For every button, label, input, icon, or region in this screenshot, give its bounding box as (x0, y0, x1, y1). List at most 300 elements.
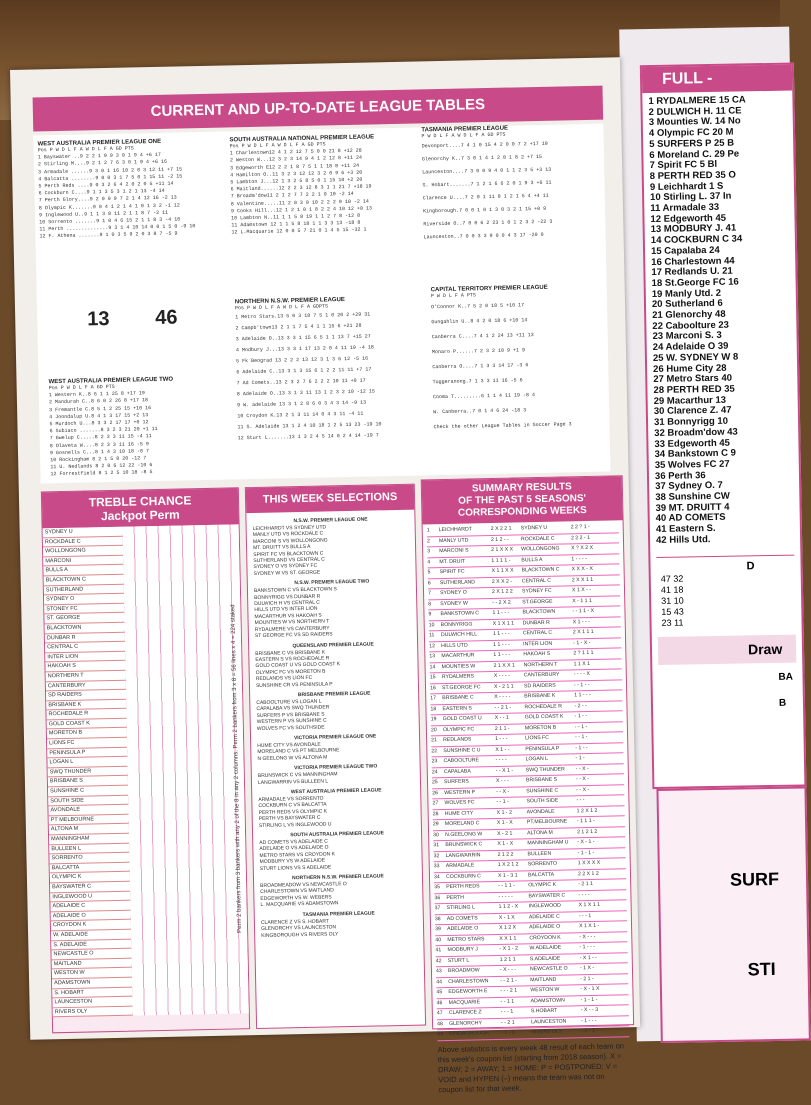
summary-cell: 2 ? 1 1 1 (573, 649, 594, 657)
full-results-row: 12 Edgeworth 45 (650, 212, 727, 225)
treble-side-note: Perm 2 bankers from 3 bankers with any 2 of the 8 in any 2 columns. Perm 2 bankers from 3 x 8 = 56 lines x 4 = 224 staked (230, 604, 244, 933)
summary-cell: 2 1 2 2 (497, 851, 514, 858)
table-row: Monaro P......7 2 3 2 10 9 +1 9 (431, 347, 526, 356)
full-results-row: 28 PERTH RED 35 (653, 383, 735, 397)
summary-cell: - - X - (576, 786, 590, 793)
summary-cell: - X 1 - - (579, 954, 598, 961)
big-number-right: 46 (154, 306, 178, 330)
selection-group-title: N.S.W. PREMIER LEAGUE ONE (293, 516, 368, 525)
summary-cell: 47 (436, 1010, 443, 1017)
treble-team: CENTRAL C (45, 642, 125, 653)
summary-cell: - - 2 X 2 (492, 599, 511, 606)
treble-team: SD RAIDERS (46, 690, 126, 701)
summary-cell: BROADMOW (447, 967, 480, 975)
selection-fixture: RYDALMERE VS CANTERBURY (254, 625, 330, 633)
summary-cell: LEICHHARDT (438, 526, 472, 534)
table-row: 9 Gosnells C...8 1 4 3 10 18 -8 7 (49, 448, 150, 457)
table-note: Check the other League Tables in Soccer Page 3 (433, 421, 572, 431)
treble-team: SOUTH SIDE (48, 795, 128, 806)
full-results-row: 36 Perth 36 (654, 469, 706, 482)
table-row: 3 Armadale ......9 3 0 1 16 10 2 0 3 12 11 +7 15 (38, 166, 183, 176)
summary-cell: - - - 1 (578, 912, 592, 919)
selections-groups (246, 510, 423, 941)
summary-cell: SPIRIT FC (439, 568, 465, 576)
summary-cell: X - 2 1 (497, 830, 513, 837)
summary-cell: X 1 X - - (571, 586, 592, 594)
summary-cell: STURT L (447, 957, 470, 964)
table-row: 11 Adamstown 12 1 1 5 8 18 1 1 3 3 13 -18 8 (231, 219, 361, 229)
summary-cell: WESTERN P (444, 788, 476, 796)
table-row: 12 L.Macquarie 12 0 0 5 7 21 0 1 4 5 15 -32 1 (231, 227, 367, 236)
summary-cell: GLENORCHY (449, 1019, 482, 1027)
summary-cell: ARMADALE (445, 862, 475, 870)
treble-team: PT MELBOURNE (49, 814, 129, 825)
summary-cell: MACARTHUR (441, 652, 475, 660)
table-title: NORTHERN N.S.W. PREMIER LEAGUE (234, 297, 345, 306)
summary-cell: NEWCASTLE O (529, 965, 568, 973)
selection-fixture: GLENORCHY VS LAUNCESTON (260, 924, 337, 933)
treble-team: MARCONI (43, 556, 123, 567)
summary-cell: - - - (576, 797, 585, 804)
summary-cell: 18 (430, 705, 437, 712)
summary-cell: 29 (432, 821, 439, 828)
draw-label-d: D (746, 559, 755, 572)
draw-numbers (657, 571, 796, 628)
summary-cell: 26 (432, 789, 439, 796)
treble-team: AVONDALE (48, 805, 128, 816)
summary-cell: - X - - - (499, 966, 517, 973)
selection-fixture: OLYMPIC FC VS MORETON B (255, 668, 326, 676)
table-row: Tuggeranong.7 1 3 3 11 16 -5 6 (432, 377, 523, 386)
selection-fixture: HILLS UTD VS INTER LION (254, 606, 318, 614)
table-row: 5 Lambton J...12 1 3 2 5 8 5 0 1 15 10 +2 20 (230, 176, 363, 186)
full-results-row: 8 PERTH RED 35 O (649, 169, 736, 182)
treble-team: BULLS A (43, 565, 123, 576)
summary-cell: PERTH (446, 894, 464, 901)
summary-cell: - - X - (575, 776, 590, 783)
full-results-row: 21 Glenorchy 48 (652, 308, 726, 322)
selection-fixture: L. MACQUARIE VS ADAMSTOWN (260, 900, 339, 909)
table-row: 9 W. adelaide 13 3 1 2 8 6 0 3 4 3 14 -9 13 (237, 399, 367, 409)
table-row: 11 Perth ..............9 3 1 4 10 14 0 0 1 5 0 -9 10 (39, 223, 196, 233)
summary-cell: SYDNEY O (439, 589, 467, 597)
summary-cell: 32 (433, 852, 440, 859)
summary-cell: X - - - - (493, 672, 510, 680)
summary-cell: 15 (429, 674, 436, 681)
summary-cell: SWQ THUNDER (525, 766, 565, 773)
summary-cell: 28 (432, 810, 439, 817)
summary-cell: - 2 1 1 (578, 880, 593, 888)
summary-cell: - - - 2 1 (500, 987, 518, 994)
table-row: 8 Olympic K.......9 0 4 1 2 1 4 1 0 1 3 2 -1 12 (38, 202, 180, 212)
full-results-row: 37 Sydney O. 7 (655, 480, 723, 493)
summary-cell: MAITLAND (530, 976, 557, 983)
table-wa2 (48, 375, 230, 478)
summary-cell: X X X - X (571, 565, 593, 573)
summary-cell: REDLANDS (443, 736, 472, 744)
summary-cell: ROCKDALE C (520, 535, 555, 542)
summary-cell: LAUNCESTON (530, 1018, 567, 1025)
table-row: 9 Cooks Hill...12 1 2 1 0 1 8 2 2 4 10 12 +0 13 (230, 205, 373, 215)
summary-cell: - 1 1 1 - (576, 817, 595, 825)
draw-grid-row: 47 32 (660, 573, 684, 584)
table-title: WEST AUSTRALIA PREMIER LEAGUE ONE (37, 138, 162, 148)
summary-cell: X 1 1 X X (491, 567, 514, 575)
summary-cell: SURFERS (443, 778, 469, 786)
selection-fixture: ST GEORGE FC VS SD RAIDERS (254, 631, 333, 640)
selection-fixture: SYDNEY O VS SYDNEY FC (253, 563, 318, 571)
summary-cell: 2 X 2 2 1 (490, 525, 512, 533)
selection-group-title: WEST AUSTRALIA PREMIER LEAGUE (290, 787, 382, 796)
summary-cell: 2 1 2 - - (490, 536, 509, 543)
full-results-row: 31 Bonnyrigg 10 (653, 415, 729, 429)
table-row: 8 Adelaide O..13 3 1 3 11 13 1 2 3 2 10 -12 15 (236, 388, 375, 398)
full-results-row: 40 AD COMETS (655, 512, 726, 525)
full-results-row: 30 Clarence Z. 47 (653, 405, 732, 418)
treble-team: SWQ THUNDER (48, 767, 128, 778)
summary-cell: GOLD COAST U (442, 715, 482, 723)
treble-team: PENINSULA P (47, 747, 127, 758)
full-results-row: 23 Marconi S. 3 (652, 330, 722, 343)
treble-team: W. ADELAIDE (51, 930, 131, 941)
summary-cell: X 1 - - (495, 746, 510, 753)
summary-cell: 4 (427, 558, 431, 565)
summary-cell: KINGBOROUGH (449, 1030, 489, 1038)
summary-cell: INGLEWOOD (528, 902, 561, 910)
selection-fixture: MACARTHUR VS HAKOAH S (254, 612, 322, 620)
treble-grid (123, 524, 249, 1016)
summary-cell: LIONS FC (525, 734, 550, 742)
summary-cell: 49 (437, 1031, 444, 1038)
summary-cell: 45 (436, 989, 443, 996)
full-results-row: 18 St.George FC 16 (651, 276, 739, 289)
summary-cell: - - 1 - (575, 734, 588, 741)
treble-team: MORETON B (47, 728, 127, 739)
full-results-row: 27 Metro Stars 40 (653, 372, 733, 386)
table-row: 11 S. Adelaide 13 1 2 4 10 18 1 2 5 13 23 -19 10 (237, 421, 382, 431)
summary-cell: WOLVES FC (444, 799, 475, 807)
table-row: Launceston..7 0 0 3 3 9 0 0 4 3 17 -20 0 (423, 232, 544, 241)
summary-cell: - - - - (495, 756, 507, 763)
treble-title (42, 488, 239, 528)
treble-team: BULLEEN L (49, 843, 129, 854)
table-row: 11 U. Nedlands 8 2 0 6 12 22 -10 6 (50, 462, 153, 471)
table-title: WEST AUSTRALIA PREMIER LEAGUE TWO (48, 376, 174, 386)
summary-cell: HUME CITY (444, 809, 474, 817)
summary-cell: INTER LION (523, 640, 553, 647)
summary-cell: X 1 - - - (572, 618, 591, 625)
summary-cell: 1 X X X X (577, 859, 601, 867)
treble-team: SYDNEY O (44, 594, 124, 605)
summary-cell: BRUNSWICK C (445, 841, 483, 849)
selection-fixture: AD COMETS VS ADELAIDE C (259, 838, 328, 846)
summary-cell: 41 (435, 947, 442, 954)
summary-cell: - - - - X (573, 670, 590, 678)
full-results-row: 38 Sunshine CW (655, 490, 730, 504)
summary-cell: HAKOAH S (523, 650, 551, 658)
summary-cell: AD COMETS (446, 914, 478, 922)
summary-cell: ROCHEDALE R (524, 703, 562, 710)
summary-title (422, 476, 623, 524)
full-results-row: 25 W. SYDNEY W 8 (652, 351, 739, 364)
summary-cell: 44 (436, 978, 443, 985)
full-results-list (642, 91, 800, 551)
full-results-row: 34 Bankstown C 9 (654, 447, 737, 461)
summary-cell: HILLS UTD (441, 642, 468, 649)
summary-cell: 13 (429, 653, 436, 660)
selection-fixture: BANKSTOWN C VS BLACKTOWN S (253, 586, 337, 595)
full-results-row: 9 Leichhardt 1 S (649, 180, 724, 193)
summary-cell: 2 1 X X 1 (493, 662, 515, 669)
summary-cell: 8 (428, 600, 432, 607)
selection-fixture: DULWICH H VS CENTRAL C (254, 599, 320, 608)
table-row: 4 Modbury J...13 3 3 1 17 13 2 0 4 11 19 -4 18 (235, 344, 374, 354)
summary-cell: BRISBANE K (524, 692, 556, 700)
treble-team: BRISBANE S (48, 776, 128, 787)
summary-cell: - X - 1 X (580, 985, 600, 993)
treble-title-line1: TREBLE CHANCE (88, 493, 192, 510)
selection-fixture: MODBURY VS W ADELAIDE (259, 857, 326, 866)
treble-team: LIONS FC (47, 738, 127, 749)
treble-team: NEWCASTLE O (51, 949, 131, 960)
selection-fixture: BROADMEADOW VS NEWCASTLE O (260, 881, 347, 890)
summary-cell: - 1 - - - (579, 943, 596, 951)
full-results-row: 16 Charlestown 44 (651, 255, 735, 268)
table-header: Pos P W D L F A GD PTS (48, 383, 115, 392)
summary-cell: 2 X X 1 1 (571, 576, 594, 583)
full-results-row: 41 Eastern S. (655, 523, 716, 536)
summary-cell: CHARLESTOWN (448, 977, 489, 985)
selection-fixture: WESTERN P VS SUNSHINE C (256, 717, 327, 726)
summary-cell: - - 2 1 - (500, 977, 517, 984)
summary-cell: 9 (428, 611, 432, 618)
selection-fixture: KINGBOROUGH VS RIVERS OLY (261, 930, 339, 939)
selection-fixture: SYDNEY W VS ST. GEORGE (253, 569, 321, 577)
summary-cell: 1 - - - - (571, 555, 587, 562)
summary-cell: MARCONI S (439, 547, 469, 555)
summary-cell: 37 (434, 905, 441, 912)
treble-team: WOLLONGONG (43, 546, 123, 557)
summary-cell: ADAMSTOWN (530, 997, 565, 1004)
summary-cell: - X - 1 - (577, 838, 595, 846)
summary-cell: 2 X 1 2 2 (491, 588, 513, 596)
summary-cell: 27 (432, 800, 439, 807)
summary-title-line2: OF THE PAST 5 SEASONS' (458, 493, 587, 507)
treble-team: ROCKDALE C (43, 536, 123, 547)
summary-cell: 39 (435, 926, 441, 933)
summary-cell: W.ADELAIDE (529, 944, 562, 952)
summary-cell: 30 (433, 831, 439, 838)
selection-fixture: GOLD COAST U VS GOLD COAST K (255, 661, 341, 670)
summary-cell: X X 1 1 (499, 935, 517, 942)
summary-cell: LOGAN L (525, 755, 549, 763)
summary-cell: 20 (430, 726, 437, 733)
treble-team: CROYDON K (51, 920, 131, 931)
summary-cell: 21 (431, 737, 437, 744)
table-row: Cooma T.........6 1 1 4 11 19 -8 4 (432, 392, 536, 401)
full-results-row: 15 Capalaba 24 (650, 244, 720, 257)
treble-chance-panel (41, 487, 250, 1033)
summary-cell: EASTERN S (442, 704, 472, 712)
selection-fixture: CABOOLTURE VS LOGAN L (256, 698, 322, 706)
summary-cell: 42 (435, 957, 442, 964)
full-results-row: 3 Mounties W. 14 No (648, 115, 741, 129)
summary-cell: BLACKTOWN C (521, 566, 560, 574)
summary-cell: ADELAIDE O (447, 925, 479, 933)
table-wa1 (38, 138, 220, 241)
summary-cell: X 1 2 X (499, 924, 517, 931)
table-tas (421, 124, 603, 245)
treble-team: STONEY FC (44, 603, 124, 614)
table-row: O'Connor K..7 5 2 0 18 5 +10 17 (431, 302, 525, 311)
summary-cell: 2 1 1 - (494, 725, 510, 732)
summary-cell: - 1 - X - (573, 639, 591, 646)
league-tables-panel (33, 124, 610, 484)
summary-cell: 10 (428, 621, 435, 628)
selection-group-title: N.S.W. PREMIER LEAGUE TWO (294, 578, 370, 587)
table-header: P W D L F A PTS (430, 292, 476, 300)
summary-cell: ST.GEORGE (522, 598, 553, 605)
summary-cell: OLYMPIC FC (442, 725, 475, 733)
treble-team: LAUNCESTON (52, 997, 132, 1008)
summary-cell: 7 (427, 590, 432, 597)
summary-cell: ST.GEORGE FC (441, 683, 481, 691)
summary-cell: X - 1 X (498, 914, 515, 921)
summary-cell: 1 X 2 1 2 (497, 861, 519, 868)
treble-team: OLYMPIC K (50, 872, 130, 883)
treble-team: HAKOAH S (45, 661, 125, 672)
summary-cell: STIRLING L (446, 904, 475, 912)
summary-cell: - 1 - - (575, 744, 588, 751)
summary-cell: 34 (433, 873, 440, 880)
full-results-row: 7 Spirit FC 5 Bl (649, 159, 718, 172)
summary-cell: WESTON W (530, 986, 560, 994)
summary-cell: NORTHERN T (523, 661, 558, 668)
summary-cell: EDGEWORTH E (448, 988, 488, 996)
summary-title-line1: SUMMARY RESULTS (471, 481, 572, 495)
summary-cell: SORRENTO (527, 860, 558, 868)
summary-cell: 1 (426, 527, 430, 534)
selection-fixture: CLARENCE Z VS S. HOBART (260, 918, 329, 926)
summary-cell: 3 (427, 548, 431, 555)
treble-team: GOLD COAST K (47, 719, 127, 730)
summary-cell: SUNSHINE C U (443, 746, 481, 754)
table-header: Pos P W D L F A W D L F A GD PTS (37, 145, 134, 154)
summary-cell: 24 (431, 768, 438, 775)
treble-team: ROCHEDALE R (46, 709, 126, 720)
summary-cell: X 1 - X (497, 840, 514, 847)
summary-cell: AVONDALE (526, 808, 555, 815)
summary-cell: 40 (435, 936, 442, 943)
summary-cell: - 1 - 1 - (580, 996, 598, 1003)
summary-cell: 14 (429, 663, 436, 670)
full-results-row: 32 Broadm'dow 43 (654, 426, 738, 439)
full-results-row: 14 COCKBURN C 34 (650, 233, 743, 247)
summary-cell: 33 (433, 863, 440, 870)
table-row: 7 Perth Glory....9 2 0 0 9 7 2 1 4 12 16 -2 13 (38, 194, 177, 204)
summary-cell: PENINSULA P (525, 745, 560, 752)
summary-cell: MANNINGHAM U (527, 839, 569, 847)
selection-fixture: CHARLESTOWN VS MAITLAND (260, 887, 334, 896)
table-row: 2 Mandurah C..8 6 0 2 26 8 +17 18 (48, 397, 149, 406)
selection-fixture: HUME CITY VS AVONDALE (257, 741, 321, 749)
selection-group-title: QUEENSLAND PREMIER LEAGUE (292, 641, 374, 649)
selection-fixture: COCKBURN C VS BALCATTA (258, 801, 327, 810)
selection-fixture: EASTERN S VS ROCHEDALE R (255, 655, 330, 663)
summary-cell: PERTH REDS (446, 883, 480, 891)
table-header: Pos P W D L F A W D L F A GD PTS (229, 141, 326, 150)
table-row: 12 Forrestfield 8 1 2 5 10 18 -8 5 (50, 469, 153, 478)
summary-cell: 38 (434, 915, 441, 922)
summary-cell: 1 1 2 - X (498, 903, 519, 910)
table-row: Kingborough.7 0 0 1 0 1 3 0 3 2 1 15 +0 9 (422, 206, 547, 215)
draw-grid (656, 554, 797, 716)
summary-cell: 1 1 - - - (574, 691, 591, 699)
selection-fixture: BRISBANE C VS BRISBANE K (255, 649, 326, 657)
summary-cell: SOUTH SIDE (526, 797, 559, 805)
table-row: 9 Inglewood U..9 1 1 3 8 11 2 1 1 8 7 -2 11 (38, 209, 169, 219)
table-row: W. Canberra..7 0 1 4 6 24 -18 3 (433, 407, 527, 416)
lower-panel (656, 786, 810, 1043)
table-row: 4 Hamilton O..11 3 2 3 12 12 3 2 0 9 6 +3 20 (230, 169, 363, 179)
summary-cell: 6 (427, 579, 431, 586)
table-row: 10 Lambton N..11 1 1 5 8 19 1 1 2 7 8 -12 8 (231, 212, 361, 222)
treble-team: ADELAIDE C (50, 901, 130, 912)
summary-cell: MODBURY J (447, 946, 478, 954)
full-results-row: 35 Wolves FC 27 (654, 458, 730, 471)
summary-cell: - 2 1 - (580, 975, 594, 982)
summary-cell: - X - - 3 (580, 1006, 599, 1014)
summary-cell: CANTERBURY (523, 671, 560, 679)
treble-team: LOGAN L (47, 757, 127, 768)
table-row: 1 Metro Stars.13 5 0 3 18 7 5 1 0 20 2 +29 31 (235, 311, 371, 321)
treble-team: BLACKTOWN C (44, 575, 124, 586)
selection-group-title: NORTHERN N.S.W. PREMIER LEAGUE (292, 873, 384, 882)
selection-group-title: VICTORIA PREMIER LEAGUE ONE (293, 733, 377, 742)
selection-group-title: SOUTH AUSTRALIA PREMIER LEAGUE (290, 830, 385, 839)
full-results-row: 4 Olympic FC 20 M (648, 126, 734, 140)
full-results-row: 13 MODBURY J. 41 (650, 222, 737, 236)
table-header: Pos P W D L F A W D L F A GDPTS (234, 303, 329, 312)
table-row: 10 Rockingham 8 2 1 5 8 20 -12 7 (50, 455, 147, 464)
table-row: 6 Subiaco .......8 3 2 3 21 20 +1 11 (49, 426, 158, 435)
summary-cell: X 1 X 1 1 (492, 620, 515, 627)
summary-cell: BRISBANE S (525, 776, 558, 784)
selection-fixture: LANGWARRIN VS BULLEEN L (257, 778, 329, 786)
table-row: 3 Fremantle C.8 5 1 2 25 15 +10 16 (49, 404, 152, 413)
draw-grid-row: 15 43 (661, 606, 684, 617)
summary-cell: - 1 X - (579, 964, 595, 972)
summary-cell: X 1 X 1 1 (578, 901, 601, 909)
table-row: 5 Perth Reds ....9 0 3 2 6 4 2 0 2 0 5 +11 14 (38, 180, 174, 190)
table-row: Canberra C....7 4 1 2 24 13 +11 13 (431, 332, 534, 341)
full-results-row: 33 Edgeworth 45 (654, 437, 731, 450)
full-results-row: 26 Hume City 28 (653, 362, 727, 375)
summary-cell: 48 (437, 1020, 443, 1027)
summary-cell: SYDNEY FC (521, 587, 552, 595)
selection-fixture: STIRLING L VS INGLEWOOD U (258, 821, 332, 829)
label-sti: STI (747, 958, 776, 980)
summary-cell: SD RAIDERS (523, 682, 556, 689)
table-header: P W D L F A W D L F A GD PTS (421, 131, 506, 140)
selection-group-title: VICTORIA PREMIER LEAGUE TWO (294, 763, 378, 772)
selection-fixture: ADELAIDE O VS ADELAIDE O (259, 844, 329, 853)
full-results-row: 5 SURFERS P 25 B (649, 137, 735, 150)
table-row: Gungahlin U..8 4 2 0 18 6 +10 14 (431, 317, 528, 326)
draw-grid-row: 23 11 (661, 617, 684, 628)
summary-cell: METRO STARS (447, 935, 485, 943)
summary-cell: - 1 - (575, 755, 585, 762)
